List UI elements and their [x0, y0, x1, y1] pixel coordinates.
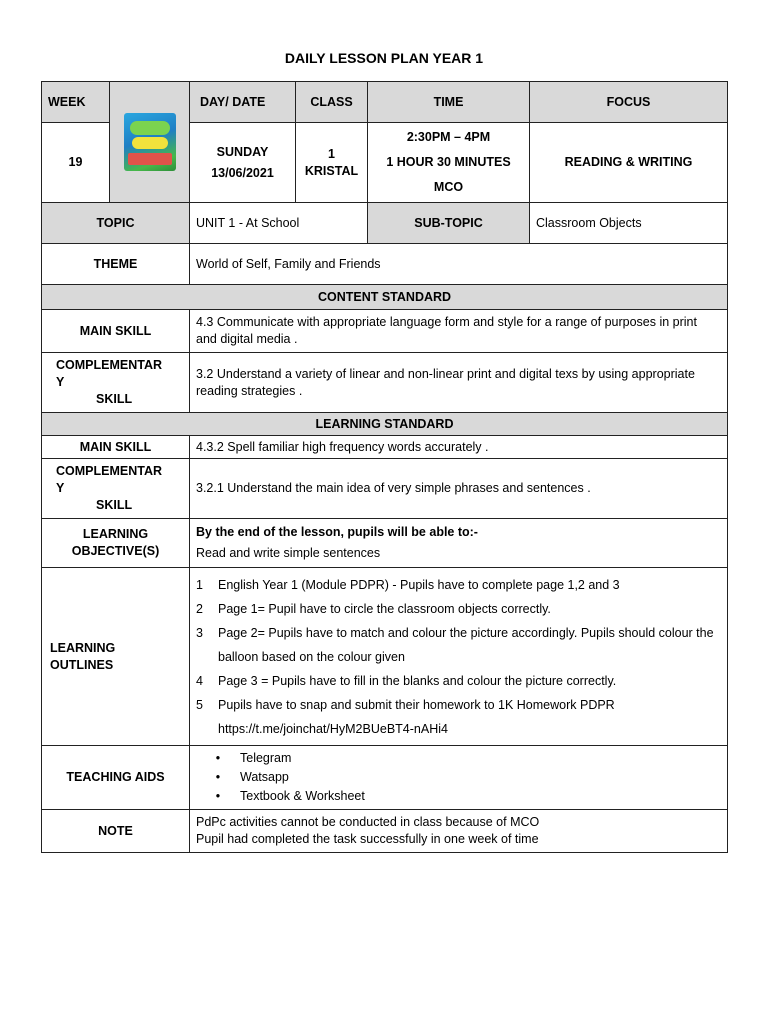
note-value — [190, 810, 728, 853]
outlines-row — [42, 568, 728, 746]
time-mode: MCO — [433, 180, 464, 194]
objectives-row — [42, 519, 728, 568]
week-header: WEEK — [42, 82, 110, 123]
content-standard-row — [42, 285, 728, 310]
objectives-label-line2: OBJECTIVE(S) — [71, 544, 160, 558]
time-header: TIME — [368, 82, 530, 123]
cs-main-skill-value: 4.3 Communicate with appropriate language form and style for a range of purposes in print and digital media . — [190, 310, 728, 353]
theme-value: World of Self, Family and Friends — [190, 244, 728, 285]
outlines-label-line2: OUTLINES — [50, 657, 114, 672]
ls-main-skill-row — [42, 436, 728, 459]
focus-value: READING & WRITING — [530, 123, 728, 203]
objectives-label-line1: LEARNING — [82, 527, 149, 542]
topic-row — [42, 203, 728, 244]
outline-item: 3 Page 2= Pupils have to match and colour the picture accordingly. Pupils should colour the balloon based on the colour given — [196, 625, 714, 664]
cs-comp-skill-label — [42, 353, 190, 413]
ls-comp-skill-value: 3.2.1 Understand the main idea of very simple phrases and sentences . — [190, 459, 728, 519]
objectives-lead: By the end of the lesson, pupils will be able to:- — [196, 525, 478, 540]
week-value: 19 — [42, 123, 110, 203]
learning-standard-row — [42, 413, 728, 436]
teaching-aids-list — [196, 749, 721, 806]
focus-header: FOCUS — [530, 82, 728, 123]
theme-label: THEME — [42, 244, 190, 285]
day-date-value — [190, 123, 296, 203]
topic-label: TOPIC — [42, 203, 190, 244]
time-duration: 1 HOUR 30 MINUTES — [386, 155, 511, 169]
cs-comp-label-line2: Y — [56, 375, 65, 390]
bullet-icon: • — [215, 751, 221, 765]
objectives-label — [42, 519, 190, 568]
objectives-text: Read and write simple sentences — [196, 546, 381, 560]
note-row — [42, 810, 728, 853]
cs-main-skill-row — [42, 310, 728, 353]
day-date-header: DAY/ DATE — [190, 82, 296, 123]
outline-item: 2 Page 1= Pupil have to circle the classroom objects correctly. — [196, 601, 551, 616]
topic-value: UNIT 1 - At School — [190, 203, 368, 244]
cs-comp-skill-row — [42, 353, 728, 413]
note-line1: PdPc activities cannot be conducted in class because of MCO — [196, 815, 540, 829]
aid-item: • Textbook & Worksheet — [196, 787, 721, 806]
note-line2: Pupil had completed the task successfully in one week of time — [196, 832, 539, 846]
outlines-label — [42, 568, 190, 746]
cs-comp-label-line1: COMPLEMENTAR — [56, 358, 163, 373]
book-cover-cell — [110, 82, 190, 203]
page-title: DAILY LESSON PLAN YEAR 1 — [284, 50, 484, 66]
outline-item: 1 English Year 1 (Module PDPR) - Pupils have to complete page 1,2 and 3 — [196, 577, 620, 592]
ls-comp-label-line1: COMPLEMENTAR — [56, 464, 163, 479]
outlines-value — [190, 568, 728, 746]
sub-topic-value: Classroom Objects — [530, 203, 728, 244]
class-name: KRISTAL — [304, 163, 359, 178]
class-header: CLASS — [296, 82, 368, 123]
ls-comp-skill-label — [42, 459, 190, 519]
cs-comp-skill-value: 3.2 Understand a variety of linear and non-linear print and digital texs by using appropriate reading strategies . — [190, 353, 728, 413]
ls-main-skill-label: MAIN SKILL — [42, 436, 190, 459]
aid-item: • Telegram — [196, 749, 721, 768]
header-row — [42, 82, 728, 123]
cs-comp-label-line3: SKILL — [96, 391, 133, 406]
date-value: 13/06/2021 — [211, 165, 274, 180]
outline-item: 4 Page 3 = Pupils have to fill in the blanks and colour the picture correctly. — [196, 673, 617, 688]
day-value: SUNDAY — [216, 144, 269, 159]
class-number: 1 — [328, 146, 335, 161]
ls-comp-label-line2: Y — [56, 481, 65, 496]
book-cover-logo — [124, 113, 176, 171]
ls-main-skill-value: 4.3.2 Spell familiar high frequency words accurately . — [190, 436, 728, 459]
bullet-icon: • — [215, 770, 221, 784]
aid-item: • Watsapp — [196, 768, 721, 787]
outline-item: 5 Pupils have to snap and submit their homework to 1K Homework PDPR https://t.me/joinchat/HyM2BUeBT4-nAHi4 — [196, 697, 615, 736]
time-value — [368, 123, 530, 203]
theme-row — [42, 244, 728, 285]
objectives-value — [190, 519, 728, 568]
ls-comp-skill-row — [42, 459, 728, 519]
ls-comp-label-line3: SKILL — [96, 497, 133, 512]
time-range: 2:30PM – 4PM — [406, 130, 491, 144]
content-standard-heading: CONTENT STANDARD — [42, 285, 728, 310]
outlines-label-line1: LEARNING — [50, 640, 116, 655]
note-label: NOTE — [42, 810, 190, 853]
lesson-plan-table — [41, 81, 728, 853]
bullet-icon: • — [215, 789, 221, 803]
learning-standard-heading: LEARNING STANDARD — [42, 413, 728, 436]
teaching-aids-row — [42, 746, 728, 810]
class-value — [296, 123, 368, 203]
teaching-aids-label: TEACHING AIDS — [42, 746, 190, 810]
sub-topic-label: SUB-TOPIC — [368, 203, 530, 244]
outlines-list — [196, 573, 721, 741]
teaching-aids-value — [190, 746, 728, 810]
cs-main-skill-label: MAIN SKILL — [42, 310, 190, 353]
